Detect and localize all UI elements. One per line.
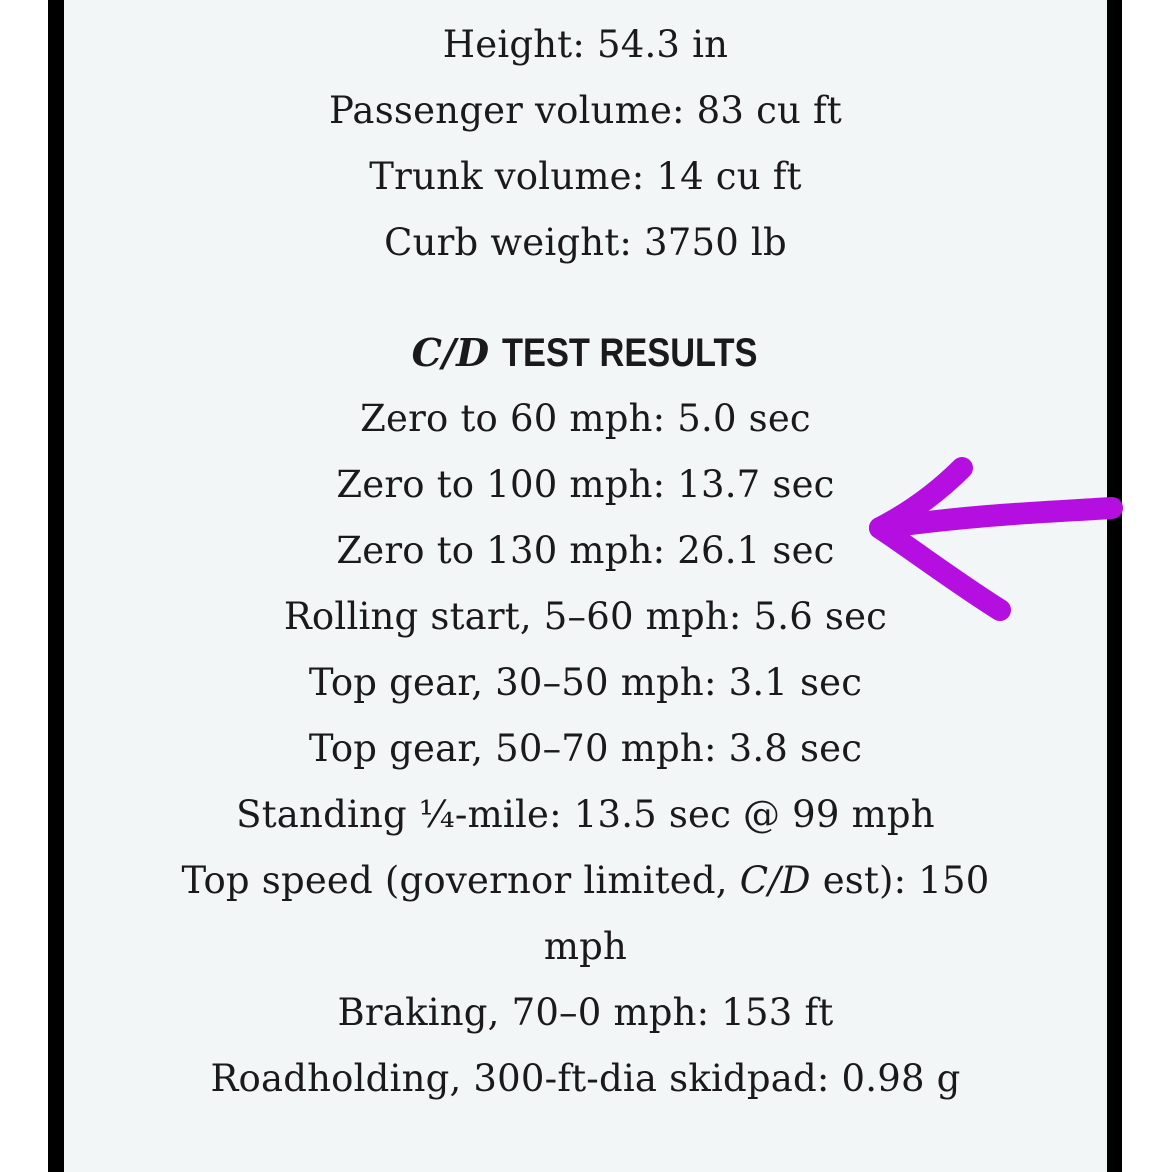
result-top-gear-50-70: Top gear, 50–70 mph: 3.8 sec (308, 727, 863, 770)
spec-trunk-volume: Trunk volume: 14 cu ft (369, 155, 802, 198)
heading-cd: C/D (411, 330, 490, 375)
result-top-gear-30-50: Top gear, 30–50 mph: 3.1 sec (308, 661, 863, 704)
result-zero-130: Zero to 130 mph: 26.1 sec (336, 529, 835, 572)
spec-height: Height: 54.3 in (442, 23, 729, 66)
result-zero-100: Zero to 100 mph: 13.7 sec (336, 463, 835, 506)
result-rolling-start: Rolling start, 5–60 mph: 5.6 sec (283, 595, 888, 638)
top-speed-cd: C/D (739, 859, 811, 902)
spec-curb-weight: Curb weight: 3750 lb (384, 221, 787, 264)
result-quarter-mile: Standing ¼-mile: 13.5 sec @ 99 mph (236, 793, 935, 836)
result-roadholding: Roadholding, 300-ft-dia skidpad: 0.98 g (210, 1057, 961, 1100)
result-braking: Braking, 70–0 mph: 153 ft (337, 991, 834, 1034)
spec-list (64, 12, 1107, 1112)
result-top-speed (64, 848, 1107, 914)
result-top-speed-unit: mph (543, 925, 628, 968)
heading-title: TEST RESULTS (502, 331, 758, 375)
result-zero-60: Zero to 60 mph: 5.0 sec (360, 397, 811, 440)
section-gap (64, 276, 1107, 316)
top-speed-post: est): 150 (810, 859, 990, 902)
test-results-heading (64, 320, 1107, 386)
top-speed-pre: Top speed (governor limited, (181, 859, 740, 902)
spec-passenger-volume: Passenger volume: 83 cu ft (329, 89, 842, 132)
